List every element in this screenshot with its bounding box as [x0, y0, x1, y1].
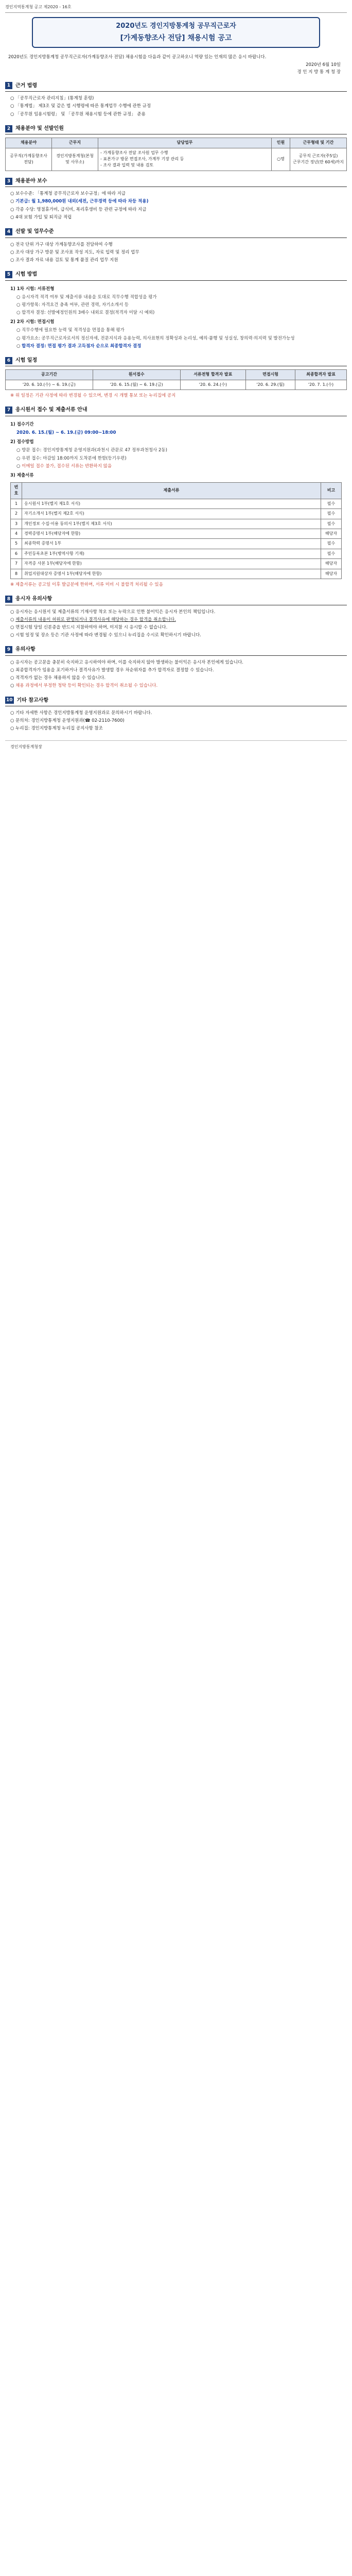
level-item: ○ 전국 단위 가구 대상 가계동향조사를 전담하여 수행	[10, 242, 113, 247]
title-banner	[32, 17, 320, 48]
method-stage-1-title: 1) 1차 시험: 서류전형	[10, 286, 55, 292]
section-title: 시험 방법	[15, 272, 38, 278]
section-title: 시험 일정	[15, 357, 38, 363]
schedule-table	[5, 369, 347, 390]
section-header-method	[5, 270, 347, 281]
law-item: ○ 「공무직근로자 관리지침」(통계청 훈령)	[10, 96, 94, 101]
section-number: 3	[5, 178, 12, 185]
table-row: 8 취업지원대상자 증명서 1부(해당자에 한함) 해당자	[11, 569, 342, 579]
notice-item: ○ 면접시험 당일 신분증을 반드시 지참하여야 하며, 미지참 시 응시할 수 없습니다.	[10, 624, 168, 630]
table-row: 5 최종학력 증명서 1부 필수	[11, 539, 342, 549]
apply-method-item: ○ 우편 접수: 마감일 18:00까지 도착분에 한함(등기우편)	[16, 455, 127, 461]
table-header: 근무지	[52, 138, 98, 148]
table-row: 2 자기소개서 1부(별지 제2호 서식) 필수	[11, 509, 342, 519]
pay-item: ○ 각종 수당: 명절휴가비, 급식비, 복리후생비 등 관련 규정에 따라 지급	[10, 207, 147, 212]
section-title: 채용분야 보수	[15, 178, 47, 184]
table-header: 면접시험	[246, 370, 295, 380]
section-title: 근거 법령	[15, 82, 38, 89]
table-header: 담당업무	[98, 138, 272, 148]
table-cell: ○명	[272, 148, 290, 171]
section-title: 응시자 유의사항	[15, 596, 52, 602]
section-title: 선발 및 업무수준	[15, 229, 54, 234]
apply-method-item: ○ 이메일 접수 불가, 접수된 서류는 반환하지 않음	[16, 463, 112, 469]
table-cell: '20. 6. 29.(월)	[246, 380, 295, 389]
table-row: 3 개인정보 수집·이용 동의서 1부(별지 제3호 서식) 필수	[11, 519, 342, 529]
title-line-1: 2020년도 경인지방통계청 공무직근로자	[116, 22, 236, 30]
table-cell: - 가계동향조사 전담 조사원 업무 수행 - 표본가구 방문 면접조사, 가계부 기장 관리 등 - 조사 결과 입력 및 내용 검토	[98, 148, 272, 171]
apply-period-title: 1) 접수기간	[10, 421, 34, 427]
table-row: 1 응시원서 1부(별지 제1호 서식) 필수	[11, 499, 342, 509]
etc-item: ○ 문의처: 경인지방통계청 운영지원과(☎ 02-2110-7600)	[10, 718, 125, 724]
level-item: ○ 조사 결과 자료 내용 검토 및 통계 품질 관리 업무 지원	[10, 257, 118, 263]
pub-date: 2020년 6월 10일	[306, 62, 341, 68]
table-cell: '20. 6. 10.(수) ~ 6. 19.(금)	[6, 380, 93, 389]
section-title: 채용분야 및 선발인원	[15, 125, 64, 131]
caution-item: ○ 적격자가 없는 경우 채용하지 않을 수 있습니다.	[10, 675, 106, 681]
apply-method-item: ○ 방문 접수: 경인지방통계청 운영지원과(과천시 관문로 47 정부과천청사 2동)	[16, 448, 167, 453]
section-number: 1	[5, 82, 12, 89]
section-number: 6	[5, 357, 12, 364]
pub-org: 경 인 지 방 통 계 청 장	[297, 69, 341, 75]
caution-item: ○ 채용 과정에서 부정한 청탁 등이 확인되는 경우 합격이 취소될 수 있습니다.	[10, 683, 158, 689]
document-number: 경인지역통계청 공고 제2020 - 16호	[5, 3, 347, 13]
section-title: 응시원서 접수 및 제출서류 안내	[15, 407, 87, 413]
table-header: 채용분야	[6, 138, 52, 148]
section-number: 9	[5, 646, 12, 653]
table-row	[6, 380, 347, 389]
recruit-table	[5, 138, 347, 171]
law-item: ○ 「공무원 임용시험령」 및 「공무원 채용시험 등에 관한 규정」 준용	[10, 111, 146, 117]
pay-item: ○ 기본급: 월 1,980,000원 내외(세전, 근무경력 등에 따라 차등 적용)	[10, 199, 149, 205]
apply-docs-title: 3) 제출서류	[10, 472, 34, 478]
table-header: 비고	[321, 483, 342, 499]
section-header-caution	[5, 646, 347, 656]
table-header: 제출서류	[22, 483, 321, 499]
section-header-recruit	[5, 125, 347, 135]
table-row	[6, 148, 347, 171]
documents-table	[10, 482, 342, 579]
table-cell: '20. 6. 15.(월) ~ 6. 19.(금)	[93, 380, 180, 389]
method-item: ○ 응시자격 적격 여부 및 제출서류 내용을 토대로 직무수행 적합성을 평가	[16, 294, 157, 300]
table-header-row	[11, 483, 342, 499]
table-cell: 공무직 근로자(주5일) 근무기간 정년(만 60세)까지	[290, 148, 347, 171]
table-cell: 공무직(가계동향조사 전담)	[6, 148, 52, 171]
pay-item: ○ 보수수준: 「통계청 공무직근로자 보수규정」에 따라 지급	[10, 191, 126, 197]
section-title: 기타 참고사항	[16, 697, 48, 703]
notice-item: ○ 제출서류의 내용이 허위로 판명되거나 결격사유에 해당하는 경우 합격을 취소합니다.	[10, 617, 176, 622]
etc-item: ○ 기타 자세한 사항은 경인지방통계청 운영지원과로 문의하시기 바랍니다.	[10, 710, 152, 716]
section-header-notice	[5, 595, 347, 605]
table-header-row	[6, 370, 347, 380]
method-item: ○ 직무수행에 필요한 능력 및 적격성을 면접을 통해 평가	[16, 328, 125, 333]
table-cell: '20. 7. 1.(수)	[295, 380, 347, 389]
table-header: 번호	[11, 483, 22, 499]
section-header-pay	[5, 177, 347, 188]
method-item: ○ 합격자 결정: 면접 평가 결과 고득점자 순으로 최종합격자 결정	[16, 343, 142, 349]
method-item: ○ 평가항목: 자격요건 충족 여부, 관련 경력, 자기소개서 등	[16, 302, 129, 308]
docs-note: ※ 제출서류는 공고일 이후 발급분에 한하며, 서류 미비 시 불합격 처리될 수 있음	[10, 582, 163, 587]
level-item: ○ 조사 대상 가구 방문 및 조사표 작성 지도, 자료 입력 및 정리 업무	[10, 249, 139, 255]
section-number: 8	[5, 596, 12, 603]
apply-method-title: 2) 접수방법	[10, 439, 34, 445]
table-row: 6 주민등록초본 1부(병역사항 기재) 필수	[11, 549, 342, 558]
apply-period: 2020. 6. 15.(월) ~ 6. 19.(금) 09:00~18:00	[16, 430, 116, 436]
notice-item: ○ 시험 일정 및 장소 등은 기관 사정에 따라 변경될 수 있으니 누리집을 수시로 확인하시기 바랍니다.	[10, 633, 201, 638]
section-number: 7	[5, 406, 12, 414]
section-header-schedule	[5, 357, 347, 367]
caution-item: ○ 응시자는 공고문을 충분히 숙지하고 응시하여야 하며, 이를 숙지하지 않아 발생하는 불이익은 응시자 본인에게 있습니다.	[10, 659, 243, 665]
section-header-law	[5, 82, 347, 92]
table-header: 공고기간	[6, 370, 93, 380]
section-header-apply	[5, 406, 347, 416]
table-header: 근무형태 및 기간	[290, 138, 347, 148]
table-row: 4 경력증명서 1부(해당자에 한함) 해당자	[11, 529, 342, 539]
section-header-etc	[5, 697, 347, 707]
caution-item: ○ 최종합격자가 임용을 포기하거나 결격사유가 발생할 경우 차순위자를 추가 합격자로 결정할 수 있습니다.	[10, 667, 214, 673]
lead-text: 2020년도 경인지방통계청 공무직근로자(가계동향조사 전담) 채용시험을 다음과 같이 공고하오니 역량 있는 인재의 많은 응시 바랍니다.	[8, 55, 267, 60]
table-header: 최종합격자 발표	[295, 370, 347, 380]
title-line-2: [가계동향조사 전담] 채용시험 공고	[120, 33, 232, 42]
method-item: ○ 합격자 결정: 선발예정인원의 3배수 내외로 결정(적격자 미달 시 예외)	[16, 310, 155, 316]
section-number: 4	[5, 228, 12, 235]
method-stage-2-title: 2) 2차 시험: 면접시험	[10, 319, 55, 325]
table-header: 인원	[272, 138, 290, 148]
pay-item: ○ 4대 보험 가입 및 퇴직금 적립	[10, 214, 72, 220]
notice-item: ○ 응시자는 응시원서 및 제출서류의 기재사항 착오 또는 누락으로 인한 불이익은 응시자 본인의 책임입니다.	[10, 609, 216, 615]
table-header-row	[6, 138, 347, 148]
table-row: 7 자격증 사본 1부(해당자에 한함) 해당자	[11, 559, 342, 569]
table-header: 서류전형 합격자 발표	[180, 370, 246, 380]
section-number: 5	[5, 271, 12, 278]
etc-item: ○ 누리집: 경인지방통계청 누리집 공지사항 참조	[10, 726, 103, 732]
table-cell: '20. 6. 24.(수)	[180, 380, 246, 389]
section-header-level	[5, 228, 347, 238]
section-number: 10	[6, 698, 13, 703]
closing-signature: 경인지방통계청장	[5, 740, 347, 753]
table-cell: 경인지방통계청(본청 및 사무소)	[52, 148, 98, 171]
table-header: 원서접수	[93, 370, 180, 380]
section-title: 유의사항	[15, 647, 36, 653]
method-item: ○ 평가요소: 공무직근로자로서의 정신자세, 전문지식과 응용능력, 의사표현의 정확성과 논리성, 예의·품행 및 성실성, 창의력·의지력 및 발전가능성	[16, 335, 295, 341]
announcement-page	[0, 0, 352, 764]
law-item: ○ 「통계법」 제3조 및 같은 법 시행령에 따른 통계업무 수행에 관한 규정	[10, 104, 151, 109]
section-number: 2	[5, 125, 12, 132]
schedule-note: ※ 위 일정은 기관 사정에 따라 변경될 수 있으며, 변경 시 개별 통보 또는 누리집에 공지	[10, 393, 176, 399]
